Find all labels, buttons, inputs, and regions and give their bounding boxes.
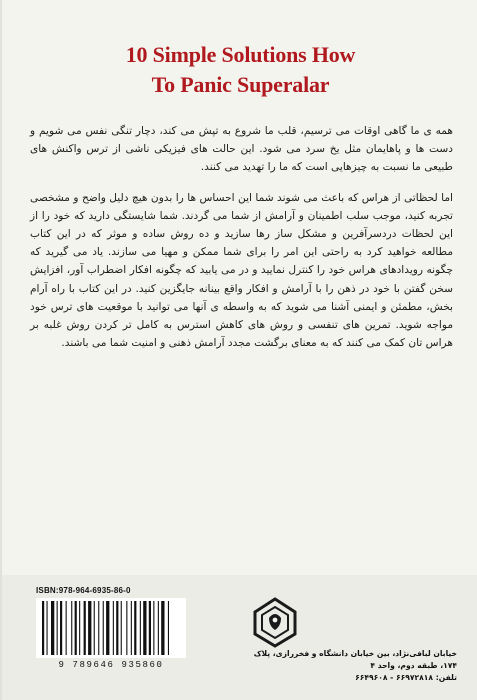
barcode-icon	[36, 598, 186, 658]
isbn-label: ISBN:978-964-6935-86-0	[36, 586, 131, 595]
book-title	[22, 40, 459, 100]
phone-line: تلفن: ۶۶۹۷۲۸۱۸ - ۶۶۴۹۶۰۸	[355, 673, 457, 682]
title-line-2: To Panic Superalar	[151, 72, 330, 97]
publisher-logo-icon	[249, 596, 301, 648]
publisher-address	[252, 648, 457, 684]
barcode-number: 9 789646 935860	[58, 660, 164, 670]
blurb-text	[30, 122, 453, 364]
blurb-paragraph-2: اما لحظاتی از هراس که باعث می شوند شما این احساس ها را بدون هیچ دلیل واضح و مشخصی تجربه کنید، موجب سلب اطمینان و آرامش از شما می گردند. شما شایستگی دارید که خود را از این لحظات دردسرآفرین و مشکل ساز رها سازید و ده روش ساده و موثر که در این کتاب مطالعه خواهید کرد به راحتی این امر را برای شما ممکن و مهیا می سازند. یاد می گیرید که چگونه رویدادهای هراس خود را کنترل نمایید و در می یابید که چگونه افکار اضطراب آور، افزایش سخن گفتن با خود در ذهن را با آرامش و افکار واقع بینانه جایگزین کنید. در این کتاب با راه آرام بخش، مطمئن و ایمنی آشنا می شوید که به واسطه ی آنها می توانید با موقعیت های ترس خود مواجه شوید. تمرین های تنفسی و روش های کاهش استرس به کامل تر کردن روش غلبه بر هراس تان کمک می کنند که به معنای برگشت مجدد آرامش ذهنی و امنیت شما می باشند.	[30, 191, 453, 350]
title-line-1: 10 Simple Solutions How	[125, 42, 356, 67]
blurb-paragraph-1: همه ی ما گاهی اوقات می ترسیم، قلب ما شروع به تپش می کند، دچار تنگی نفس می شویم و دست ها و پاهایمان مثل یخ سرد می شود. این حالت های فیزیکی ناشی از ترس واکنش های طبیعی ما نسبت به چیزهایی است که ما را تهدید می کنند.	[30, 125, 453, 174]
address-line: خیابان لبافی‌نژاد، بین خیابان دانشگاه و فخررازی، پلاک ۱۷۴، طبقه دوم، واحد ۴	[253, 649, 457, 670]
